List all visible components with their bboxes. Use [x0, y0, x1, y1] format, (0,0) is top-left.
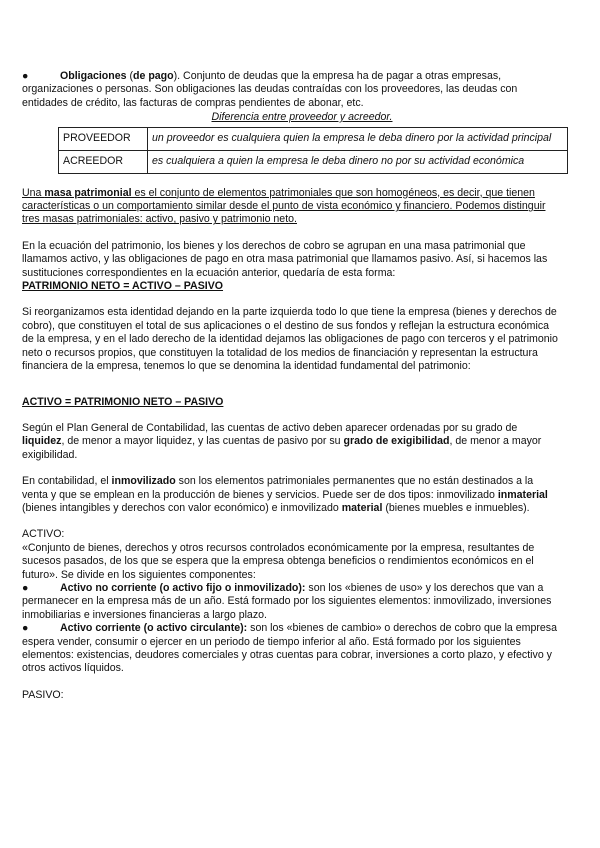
term-activo-no-corriente: Activo no corriente (o activo fijo o inmovilizado):: [60, 581, 306, 594]
table-value-cell: un proveedor es cualquiera quien la empresa le deba dinero por la actividad principal: [148, 127, 568, 150]
table-key-cell: PROVEEDOR: [59, 127, 148, 150]
bullet-icon: ●: [22, 581, 29, 594]
table-row: [59, 150, 568, 173]
activo-section: ACTIVO: «Conjunto de bienes, derechos y otros recursos controlados económicamente por la empresa, resultantes de sucesos pasados, de los que se espera que la empresa obtenga beneficios o rendimientos económicos en el futuro». Se divide en los siguientes componentes: ● Activo no corriente (o activo fijo o inmovilizado): son los «bienes de uso» y los derechos que van a permanecer en la empresa más de un año. Está formado por los siguientes elementos: inmovilizado, inversiones inmobiliarias e inversiones financieras a largo plazo. ● Activo corriente (o activo circulante): son los «bienes de cambio» o derechos de cobro que la empresa espera vender, consumir o ejercer en un periodo de tiempo inferior al año. Está formado por los siguientes elementos: existencias, deudores comerciales y otras cuentas para cobrar, inversiones a corto plazo, y efectivo y otros activos líquidos.: [22, 528, 582, 675]
reorganizacion-paragraph: Si reorganizamos esta identidad dejando en la parte izquierda todo lo que tiene la empresa (bienes y derechos de cobro), que constituyen el total de sus aplicaciones o el destino de sus fondos y reflejan la estructura económica de la empresa, y en el lado derecho de la identidad dejamos las obligaciones de pago con terceros y el patrimonio neto o recursos propios, que constituyen la totalidad de los medios de financiación y representan la estructura financiera de la empresa, tenemos lo que se denomina la identidad fundamental del patrimonio:: [22, 306, 558, 373]
inmovilizado-paragraph: En contabilidad, el inmovilizado son los elementos patrimoniales permanentes que no están destinados a la venta y que se emplean en la producción de bienes y servicios. Puede ser de dos tipos: inmovilizado inmaterial (bienes intangibles y derechos con valor económico) e inmovilizado material (bienes muebles e inmuebles).: [22, 475, 548, 514]
table-caption: Diferencia entre proveedor y acreedor.: [211, 111, 393, 124]
masa-patrimonial-paragraph: Una masa patrimonial es el conjunto de elementos patrimoniales que son homogéneos, es decir, que tienen características o un comportamiento similar desde el punto de vista económico y financiero. Podemos distinguir tres masas patrimoniales: activo, pasivo y patrimonio neto.: [22, 186, 546, 226]
term-inmaterial: inmaterial: [497, 488, 548, 501]
obligaciones-line-2: organizaciones o personas. Son obligaciones las deudas contraídas con los proveedores, las deudas con: [22, 83, 518, 96]
obligaciones-paragraph: ● Obligaciones (de pago). Conjunto de deudas que la empresa ha de pagar a otras empresas,: [22, 70, 502, 82]
table-row: [59, 127, 568, 150]
term-inmovilizado: inmovilizado: [111, 475, 176, 488]
document-page: [22, 70, 582, 702]
term-masa-patrimonial: masa patrimonial: [44, 186, 132, 199]
formula-identidad-fundamental: ACTIVO = PATRIMONIO NETO – PASIVO: [22, 395, 224, 408]
pasivo-heading: PASIVO:: [22, 688, 64, 701]
bullet-icon: ●: [22, 622, 29, 635]
term-de-pago: de pago: [133, 70, 174, 82]
term-grado-exigibilidad: grado de exigibilidad: [343, 435, 450, 448]
table-key-cell: ACREEDOR: [59, 150, 148, 173]
activo-heading: ACTIVO:: [22, 528, 65, 541]
formula-patrimonio-neto: PATRIMONIO NETO = ACTIVO – PASIVO: [22, 280, 224, 293]
plan-general-paragraph: Según el Plan General de Contabilidad, las cuentas de activo deben aparecer ordenadas por su grado de liquidez, de menor a mayor liquidez, y las cuentas de pasivo por su grado de exigibilidad, de menor a mayor exigibilidad.: [22, 421, 542, 461]
term-material: material: [341, 501, 383, 514]
term-activo-corriente: Activo corriente (o activo circulante):: [60, 622, 248, 635]
bullet-icon: ●: [22, 70, 29, 82]
obligaciones-line-3: entidades de crédito, las facturas de compras pendientes de abonar, etc.: [22, 96, 364, 109]
term-liquidez: liquidez: [22, 435, 62, 448]
comparison-table: [58, 127, 568, 174]
table-value-cell: es cualquiera a quien la empresa le deba dinero no por su actividad económica: [148, 150, 568, 173]
term-obligaciones: Obligaciones: [60, 70, 127, 82]
ecuacion-paragraph: En la ecuación del patrimonio, los bienes y los derechos de cobro se agrupan en una masa patrimonial que llamamos activo, y las obligaciones de pago en otra masa patrimonial que llamamos pasivo. Así, si hacemos las sustituciones correspondientes en la ecuación anterior, quedaría de esta forma: PATRIMONIO NETO = ACTIVO – PASIVO: [22, 240, 582, 294]
